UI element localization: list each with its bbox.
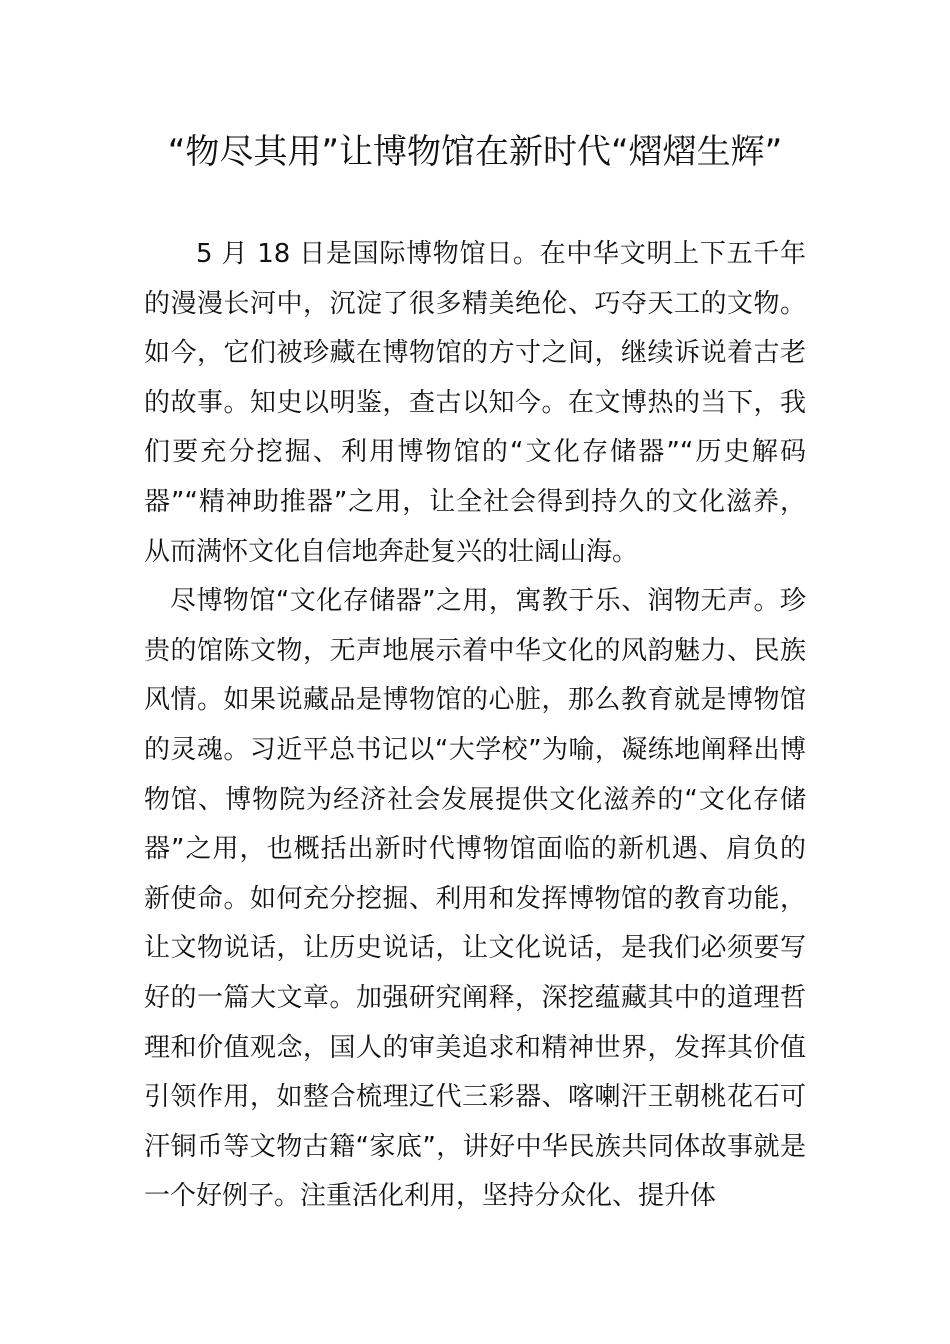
paragraph-cultural-storage: 尽博物馆“文化存储器”之用，寓教于乐、润物无声。珍贵的馆陈文物，无声地展示着中华文化的风韵魅力、民族风情。如果说藏品是博物馆的心脏，那么教育就是博物馆的灵魂。习近平总书记以“大学校”为喻，凝练地阐释出博物馆、博物院为经济社会发展提供文化滋养的“文化存储器”之用，也概括出新时代博物馆面临的新机遇、肩负的新使命。如何充分挖掘、利用和发挥博物馆的教育功能，让文物说话，让历史说话，让文化说话，是我们必须要写好的一篇大文章。加强研究阐释，深挖蕴藏其中的道理哲理和价值观念，国人的审美追求和精神世界，发挥其价值引领作用，如整合梳理辽代三彩器、喀喇汗王朝桃花石可汗铜币等文物古籍“家底”，讲好中华民族共同体故事就是一个好例子。注重活化利用，坚持分众化、提升体 [144,586,806,1212]
document-body [144,230,806,1222]
document-title: “物尽其用”让博物馆在新时代“熠熠生辉” [167,132,783,172]
paragraph-intro: 5 月 18 日是国际博物馆日。在中华文明上下五千年的漫漫长河中，沉淀了很多精美绝伦、巧夺天工的文物。如今，它们被珍藏在博物馆的方寸之间，继续诉说着古老的故事。知史以明鉴，查古以知今。在文博热的当下，我们要充分挖掘、利用博物馆的“文化存储器”“历史解码器”“精神助推器”之用，让全社会得到持久的文化滋养，从而满怀文化自信地奔赴复兴的壮阔山海。 [144,239,806,567]
